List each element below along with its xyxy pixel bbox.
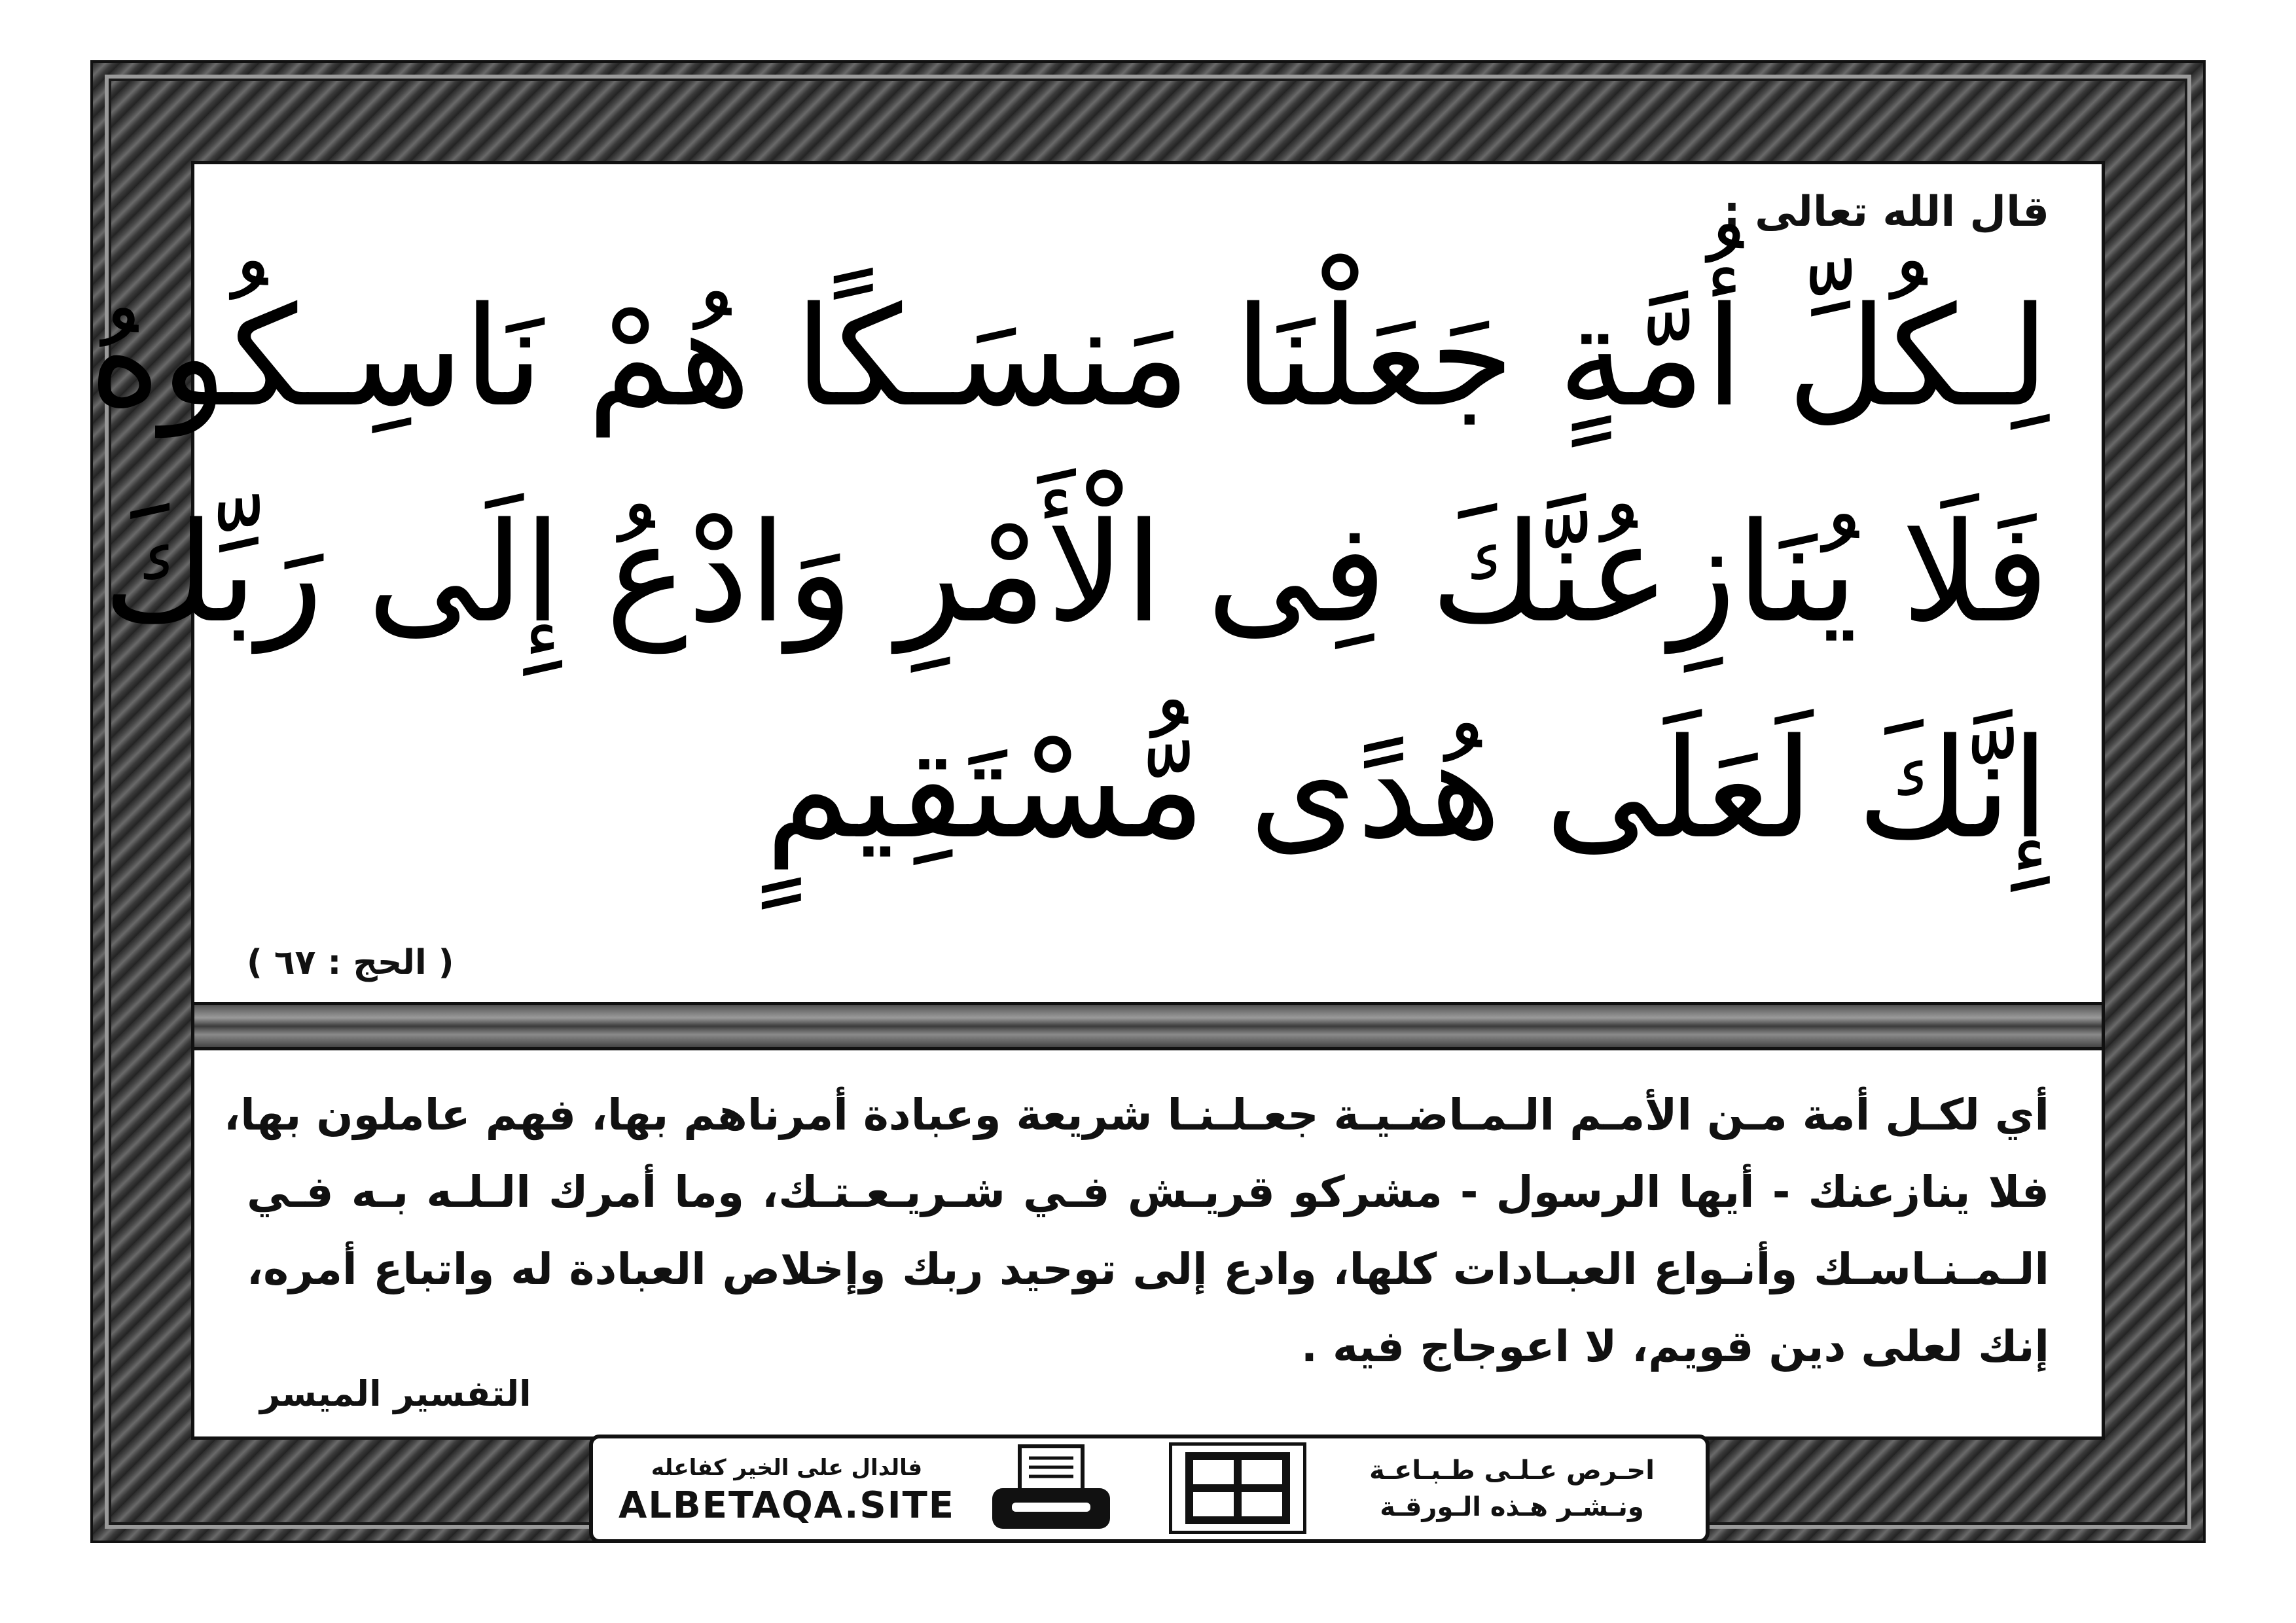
tafsir-panel [191, 1047, 2105, 1440]
verse-line: لِـكُلِّ أُمَّةٍ جَعَلْنَا مَنسَـكًا هُمْ نَاسِـكُوهُ [88, 277, 2049, 437]
footer-print-note [1329, 1445, 1695, 1533]
verse-panel [88, 161, 2105, 1005]
logo-kufic-mark [1185, 1452, 1290, 1524]
panel-divider [191, 1005, 2105, 1047]
verse-reference: ( الحج : ٦٧ ) [247, 943, 454, 982]
verse-intro: قال الله تعالى : [1723, 188, 2049, 236]
footer-print-note-line1: احـرص عـلـى طـبـاعـة [1369, 1455, 1655, 1486]
verse-line: فَلَا يُنَازِعُنَّكَ فِى الْأَمْرِ وَادْعُ إِلَى رَبِّكَ [103, 493, 2049, 653]
tafsir-line: إنك لعلى دين قويم، لا اعوجاج فيه . [1300, 1321, 2049, 1372]
footer-strip [589, 1435, 1710, 1543]
tafsir-line: فلا ينازعنك - أيها الرسول - مشركو قريـش فـي شـريـعـتـك، وما أمرك الـلـه بـه فـي [247, 1167, 2049, 1217]
verse-line: إِنَّكَ لَعَلَى هُدًى مُّسْتَقِيمٍ [765, 709, 2049, 869]
tafsir-line: الـمـنـاسـك وأنـواع العبـادات كلها، وادع إلى توحيد ربك وإخلاص العبادة له واتباع أمره، [247, 1244, 2049, 1294]
footer-print-note-line2: ونـشـر هـذه الـورقـة [1380, 1492, 1644, 1522]
dawah-logo-icon [1169, 1442, 1306, 1534]
footer-site-tagline: فالدال على الخير كفاعله [651, 1454, 923, 1481]
footer-site-url[interactable]: ALBETAQA.SITE [618, 1484, 956, 1527]
tafsir-text [224, 1077, 2049, 1385]
tafsir-line: أي لكـل أمة مـن الأمـم الـمـاضـيـة جعـلـنـا شريعة وعبادة أمرناهم بها، فهم عاملون بها، [224, 1090, 2049, 1140]
tafsir-source: التفسير الميسر [260, 1373, 531, 1414]
footer-site [603, 1445, 970, 1533]
printer-icon [986, 1442, 1117, 1534]
